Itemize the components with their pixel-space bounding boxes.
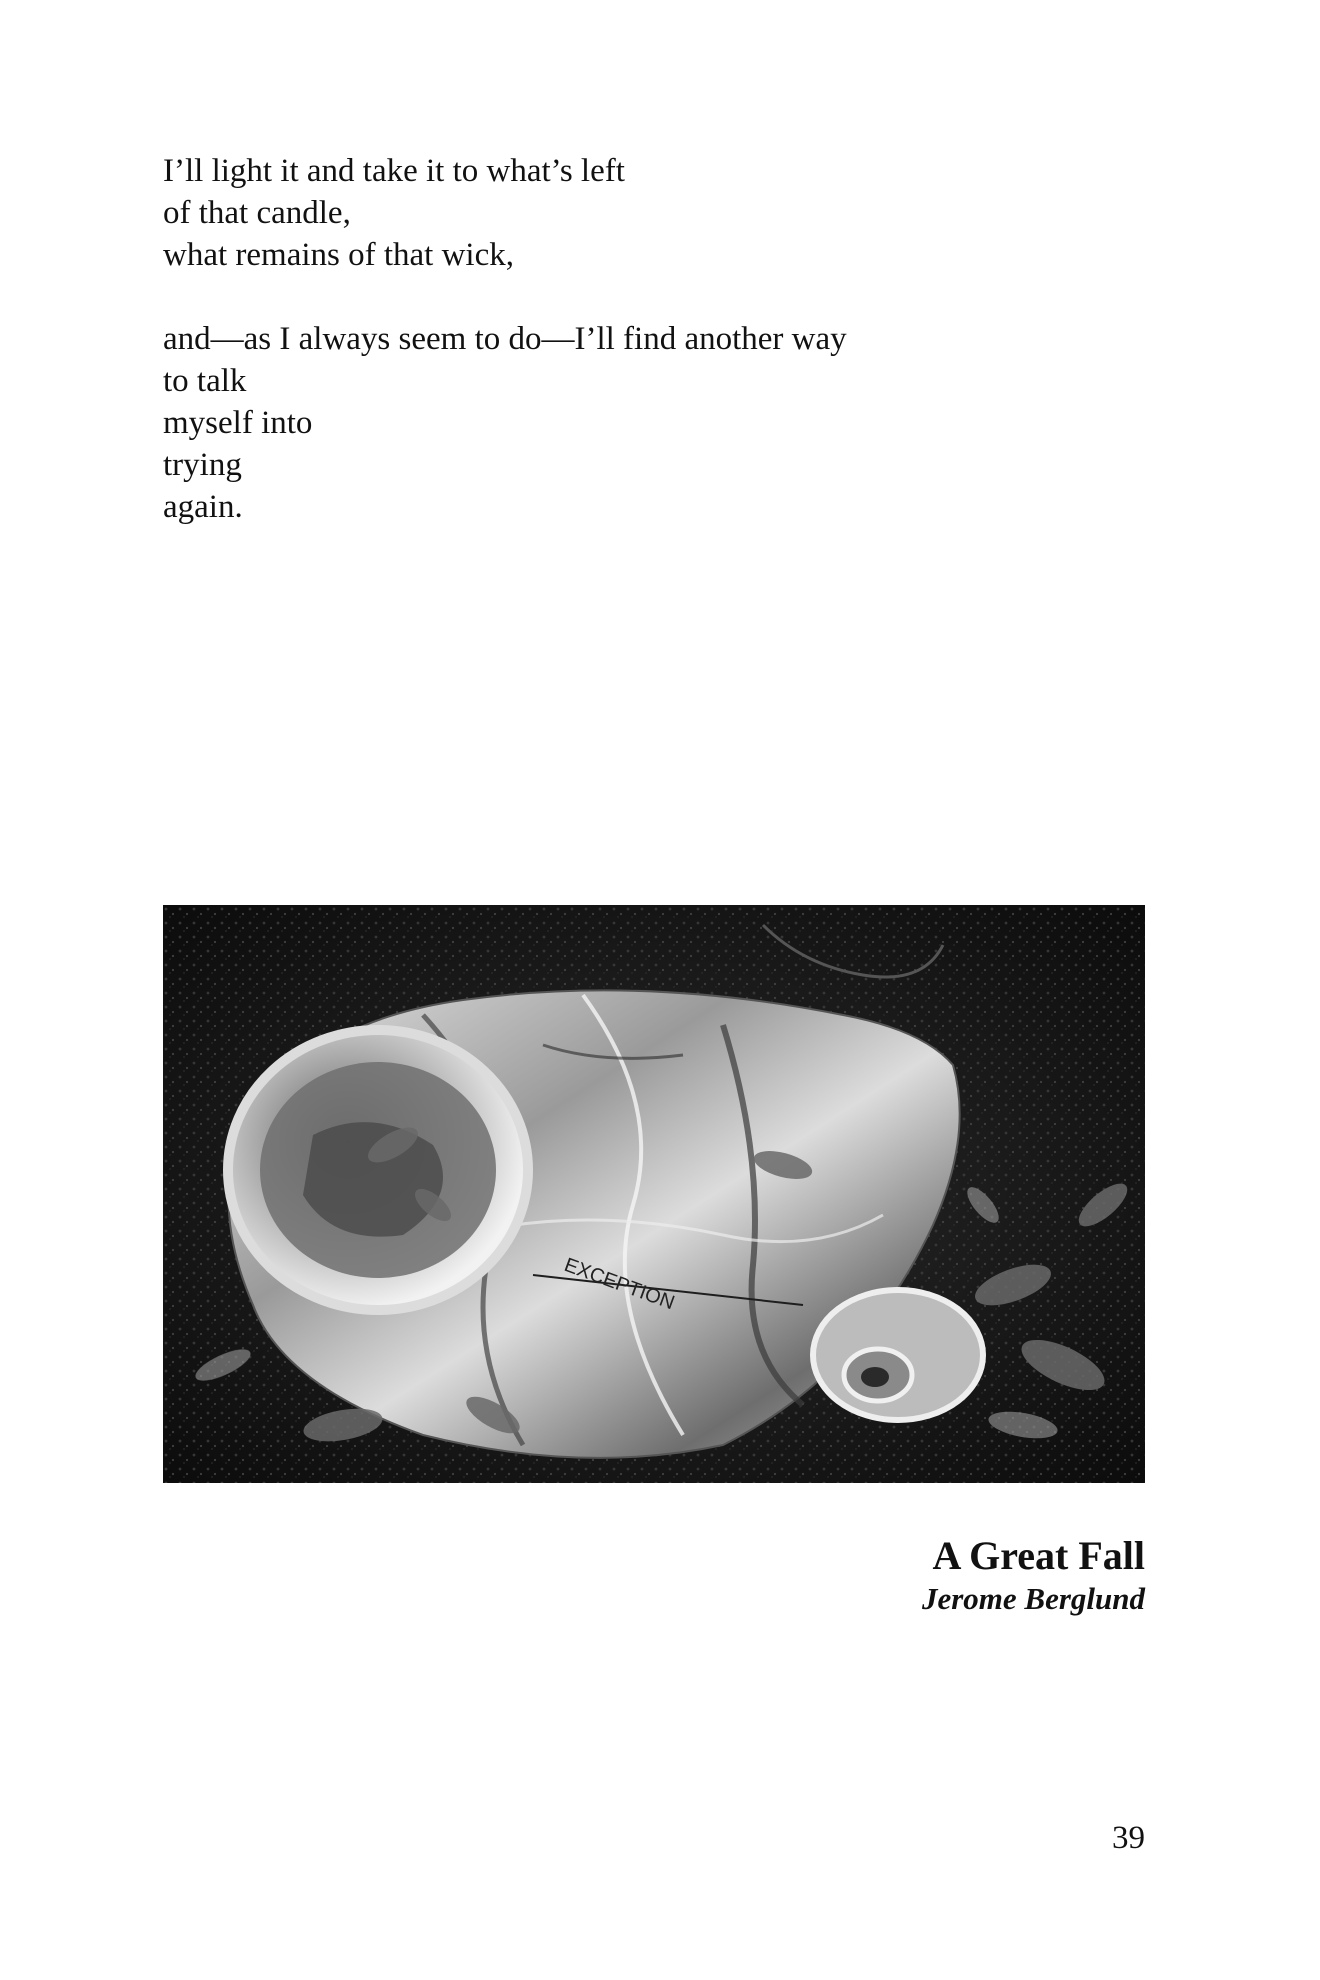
poem-line: and—as I always seem to do—I’ll find another way bbox=[163, 321, 847, 357]
photo-title: A Great Fall bbox=[932, 1533, 1145, 1578]
can-print-text: EXCEPTION bbox=[561, 1254, 678, 1315]
poem-line: again. bbox=[163, 489, 243, 525]
poem-line: to talk bbox=[163, 363, 247, 399]
poem-line: trying bbox=[163, 447, 242, 483]
page-number: 39 bbox=[1112, 1820, 1145, 1856]
poem-line: what remains of that wick, bbox=[163, 237, 514, 273]
poem bbox=[163, 150, 1163, 528]
poem-stanza-2 bbox=[163, 318, 1163, 528]
poem-line: I’ll light it and take it to what’s left bbox=[163, 153, 625, 189]
poem-line: myself into bbox=[163, 405, 313, 441]
poem-line: of that candle, bbox=[163, 195, 351, 231]
poem-stanza-1 bbox=[163, 150, 1163, 276]
photo-author: Jerome Berglund bbox=[921, 1581, 1145, 1616]
crushed-can-photo bbox=[163, 905, 1145, 1483]
photo-caption bbox=[922, 1532, 1145, 1618]
